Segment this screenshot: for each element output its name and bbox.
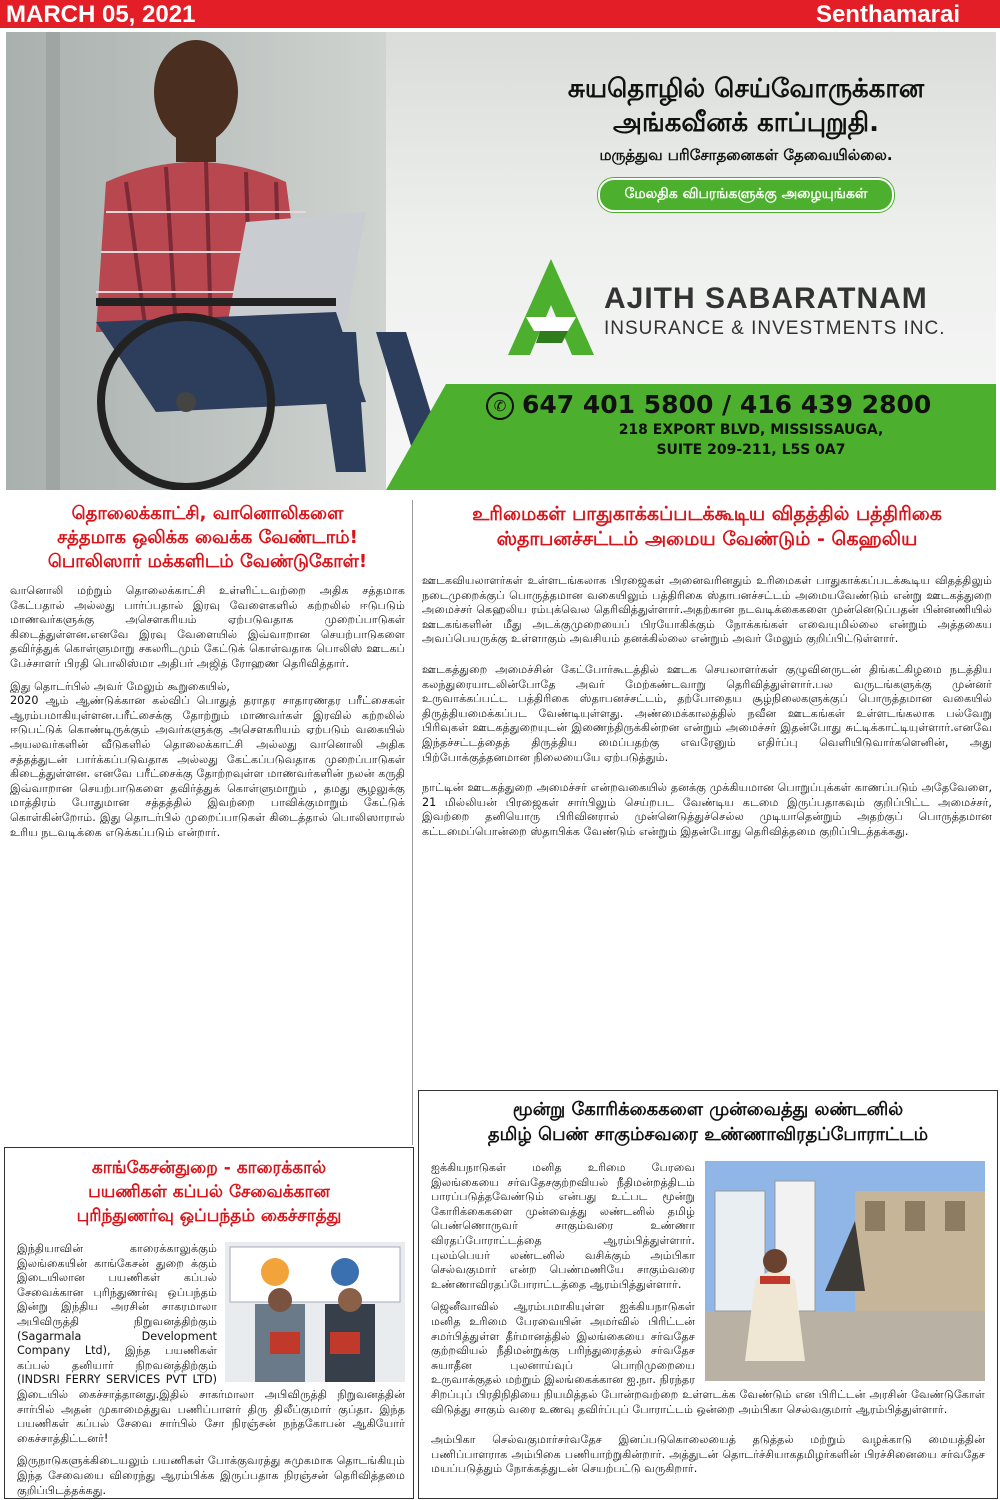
title-line: தமிழ் பெண் சாகும்சவரை உண்ணாவிரதப்போராட்டம் — [487, 1124, 929, 1145]
article-london-hunger-strike — [418, 1090, 998, 1499]
phone-icon: ✆ — [486, 392, 514, 420]
company-subtitle: INSURANCE & INVESTMENTS INC. — [604, 318, 946, 339]
title-line: சத்தமாக ஒலிக்க வைக்க வேண்டாம்! — [57, 527, 358, 548]
article-photo-signing-ceremony — [225, 1242, 405, 1382]
article-title — [10, 502, 405, 574]
article-paragraph: இந்தியாவின் காரைக்காலுக்கும் இலங்கையின் காங்கேசன் துறை க்கும் இடையிலான பயணிகள் கப்பல் சேவைக்கான புரிந்துணர்வு ஒப்பந்தம் இன்று இந்திய அரசின் சாகரமாலா அபிவிருத்தி நிறுவனத்திற்கும் (Sagarmala Development Company Ltd), இந்த பயணிகள் கப்பல் தனியார் நிறவனத்திற்கும் (INDSRI FERRY SERVICES PVT LTD) இடையில் கைச்சாத்தானது.இதில் சாகர்மாலா அபிவிருத்தி நிறுவனத்தின் சார்பில் அதன் முகாமைத்துவ பணிப்பாளர் திரு திலீப்குமார் குப்தா. இந்த பயணிகள் கப்பல் சேவை சார்பில் சோ நிரஞ்சன் நந்தகோபன் ஆகியோர் கைச்சாத்திட்டனர்! — [17, 1242, 405, 1445]
article-paragraph: ஊடகவியலாளர்கள் உள்ளடங்கலாக பிரஜைகள் அனைவரினதும் உரிமைகள் பாதுகாக்கப்படக்கூடிய விதத்திலும் நடைமுறைக்குப் பொருத்தமான வகையிலும் பத்திரிகை ஸ்தாபனச்சட்டம் அமையவேண்டும் என்று ஊடகத்துறை அமைச்சர் கெஹலிய ரம்புக்வெல தெரிவித்துள்ளார்.அதற்கான நடவடிக்கைகளை முன்னெடுப்பதன் பின்னணியில் ஊடகங்களின் மீது அடக்குமுறையைப் பிரயோகிக்கும் நோக்கங்கள் எவையுமில்லை என்றும் அத்தகைய அவப்பெயருக்கு உள்ளாகும் அவசியம் தனக்கில்லை என்றும் அவர் மேலும் குறிப்பிட்டுள்ளார். — [422, 574, 992, 646]
phone-numbers[interactable]: 647 401 5800 / 416 439 2800 — [522, 390, 932, 419]
company-name-block — [604, 282, 994, 340]
company-logo — [506, 257, 596, 357]
article-paragraph: அம்பிகா செல்வகுமார்சர்வதேச இனப்படுகொலையைத் தடுத்தல் மற்றும் வழக்காடு மையத்தின் பணிப்பாளராக அம்பிகை பணியாற்றுகின்றார். அத்துடன் தொடர்ச்சியாகதமிழர்களின் பிரச்சினையை சர்வதேச மயப்படுத்தும் நோக்கத்துடன் செயற்பட்டு வருகிறார். — [431, 1433, 985, 1476]
article-paragraph: 2020 ஆம் ஆண்டுக்கான கல்விப் பொதுத் தராதர சாதாரணதர பரீட்சைகள் ஆரம்பமாகியுள்ளன.பரீட்சைக்கு தோற்றும் மாணவர்கள் இரவில் கற்றலில் ஈடுபட்டுக் கொண்டிருக்கும் அவர்களுக்கு அசௌகரியம் ஏற்படும் வகையில் அயலவர்களின் வீடுகளில் தொலைக்காட்சி அல்லது வானொலி அதிக சத்தத்துடன் பார்க்கப்படுவதாக அல்லது கேட்கப்படுவதாக முறைப்பாடுகள் கிடைத்துள்ளன. எனவே பரீட்சைக்கு தோற்றவுள்ள மாணவர்களின் நலன் கருதி இவ்வாறான செயற்பாடுகளை தவிர்த்துக் கொள்ளுமாறும் , தமது சூழலுக்கு மாத்திரம் போதுமான சத்தத்தில் இவற்றை பாவிக்குமாறும் கேட்டுக் கொள்கின்றோம். இது தொடர்பில் முறைப்பாடுகள் கிடைத்தால் பொலிஸாரால் உரிய நடவடிக்கை எடுக்கப்படும் என்றார். — [10, 694, 405, 839]
article-paragraph: ஊடகத்துறை அமைச்சின் கேட்போர்கூடத்தில் ஊடக செயலாளர்கள் குழுவினருடன் திங்கட்கிழமை நடத்திய கலந்துரையாடலின்போதே அவர் மேற்கண்டவாறு தெரிவித்துள்ளார்.பல வருடங்களுக்கு முன்னர் உருவாக்கப்பட்ட பத்திரிகை ஸ்தாபனச்சட்டம், தற்போதைய சூழ்நிலைகளுக்குப் பொருத்தமான வகையில் திருத்தியமைக்கப்பட வேண்டியுள்ளது. அண்மைக்காலத்தில் நவீன ஊடகங்கள் உள்ளடங்கலாக பல்வேறு பிரிவுகள் ஊடகத்துறையுடன் இணைந்திருக்கின்றன என்றும் அமைச்சர் இதன்போது சுட்டிக்காட்டியுள்ளார்.எனவே இந்தச்சட்டத்தைத் திருத்திய மைப்பதற்கு எவரேனும் எதிர்ப்பு வெளியிடுவார்களெனின், அது பிற்போக்குத்தனமான நிலையையே ஏற்படுத்தும். — [422, 662, 992, 764]
title-line: காங்கேசன்துறை - காரைக்கால் — [91, 1158, 327, 1178]
title-line: உரிமைகள் பாதுகாக்கப்படக்கூடிய விதத்தில் பத்திரிகை — [472, 503, 942, 525]
ad-headline-line1: சுயதொழில் செய்வோருக்கான — [567, 74, 925, 104]
article-photo-protester-london — [705, 1161, 985, 1381]
article-paragraph: ஐக்கியநாடுகள் மனித உரிமை பேரவை இலங்கையை சர்வதேசகுற்றவியல் நீதிமன்றத்திடம் பாரப்படுத்தவேண்டும் என்பது உட்பட மூன்று கோரிக்கைகளை முன்வைத்து லண்டனில் தமிழ் பெண்ணொருவர் சாகும்வரை உண்ணா விரதப்போராட்டத்தை ஆரம்பித்துள்ளார். புலம்பெயர் லண்டனில் வசிக்கும் அம்பிகா செல்வகுமார் என்ற பெண்மணியே சாகும்வரை உண்ணாவிரதப்போராட்டத்தை ஆரம்பித்துள்ளார். — [431, 1161, 695, 1291]
column-divider — [412, 500, 413, 1145]
article-paragraph: இருநாடுகளுக்கிடையலும் பயணிகள் போக்குவரத்து சுமுகமாக தொடங்கியும் இந்த சேவையை விரைந்து ஆரம்பிக்க இருப்பதாக நிரஞ்சன் தெரிவித்தமை குறிப்பிடத்தக்கது. — [17, 1454, 405, 1497]
address-line2: SUITE 209-211, L5S 0A7 — [656, 442, 846, 458]
article-police-appeal — [10, 502, 405, 1142]
title-line: ஸ்தாபனச்சட்டம் அமைய வேண்டும் - கெஹலிய — [496, 528, 918, 550]
publication-name: Senthamarai — [815, 1, 960, 28]
ad-subline: மருத்துவ பரிசோதனைகள் தேவையில்லை. — [599, 146, 893, 164]
ad-copy — [526, 72, 966, 212]
title-line: மூன்று கோரிக்கைகளை முன்வைத்து லண்டனில் — [512, 1099, 904, 1120]
article-press-law — [422, 502, 992, 1092]
article-title — [419, 1097, 997, 1147]
article-title — [422, 502, 992, 552]
contact-block — [486, 390, 966, 460]
header-bar — [0, 0, 1000, 28]
article-ferry-service — [4, 1147, 414, 1499]
insurance-advertisement[interactable] — [6, 32, 996, 490]
article-paragraph: நாட்டின் ஊடகத்துறை அமைச்சர் என்றவகையில் தனக்கு முக்கியமான பொறுப்புக்கள் காணப்படும் அதேவேளை, 21 மில்லியன் பிரஜைகள் சார்பிலும் செய்றபட வேண்டிய கடமை இருப்பதாகவும் குறிப்பிட்ட அமைச்சர், இவற்றை தனியொரு பிரிவினரால் முன்னெடுத்துச்செல்ல முடியாதென்றும் அதற்குப் பொருத்தமான கட்டமைப்பொன்றை ஸ்தாபிக்க வேண்டும் என்றும் இதன்போது தெரிவித்தமை குறிப்பிடத்தக்கது. — [422, 781, 992, 838]
article-paragraph: வானொலி மற்றும் தொலைக்காட்சி உள்ளிட்டவற்றை அதிக சத்தமாக கேட்பதால் அல்லது பார்ப்பதால் இரவு வேளைகளில் கற்றலில் ஈடுபடும் மாணவர்களுக்கு அசௌகரியம் ஏற்படுவதாக முறைப்பாடுகள் கிடைத்துள்ளன.எனவே இரவு வேளையில் இவ்வாறான செயற்பாடுகளை தவிர்த்துக் கொள்ளுமாறு சகலரிடமும் கேட்டுக் கொள்வதாக பொலிஸ் ஊடகப் பேச்சாளர் பிரதி பொலிஸ்மா அதிபர் அஜித் ரோஹண தெரிவித்தார். — [10, 584, 405, 670]
title-line: பயணிகள் கப்பல் சேவைக்கான — [88, 1182, 330, 1202]
title-line: தொலைக்காட்சி, வானொலிகளை — [71, 503, 344, 524]
ad-headline-line2: அங்கவீனக் காப்புறுதி. — [613, 108, 879, 138]
article-title — [5, 1156, 413, 1228]
article-paragraph: இது தொடர்பில் அவர் மேலும் கூறுகையில், — [10, 679, 230, 693]
issue-date: MARCH 05, 2021 — [6, 1, 196, 28]
address-line1: 218 EXPORT BLVD, MISSISSAUGA, — [618, 422, 884, 438]
ad-cta-button[interactable]: மேலதிக விபரங்களுக்கு அழையுங்கள் — [598, 178, 893, 212]
article-paragraph: ஜெனீவாவில் ஆரம்பமாகியுள்ள ஐக்கியநாடுகள் மனித உரிமை பேரவையின் அமர்வில் பிரிட்டன் சமர்பித்துள்ள தீர்மானத்தில் இலங்கையை சர்வதேச குற்றவியல் நீதிமன்றுக்கு பரிந்துரைத்தல் சர்வதேச சுயாதீன புலனாய்வுப் பொறிமுறையை உருவாக்குதல் மற்றும் இலங்கைக்கான ஐ.நா. நிரந்தர சிறப்புப் பிரதிநிதியை நியமித்தல் போன்றவற்றை உள்ளடக்க வேண்டும் என பிரிட்டன் அரசின் வேண்டுகோள் விடுத்து சாகும் வரை உணவு தவிர்ப்புப் போராட்டம் ஒன்றை அம்பிகா செல்வகுமார் ஆரம்பித்துள்ளார். — [431, 1300, 985, 1416]
title-line: புரிந்துணர்வு ஒப்பந்தம் கைச்சாத்து — [76, 1206, 342, 1226]
company-name: AJITH SABARATNAM — [604, 282, 928, 315]
title-line: பொலிஸார் மக்களிடம் வேண்டுகோள்! — [47, 551, 368, 572]
